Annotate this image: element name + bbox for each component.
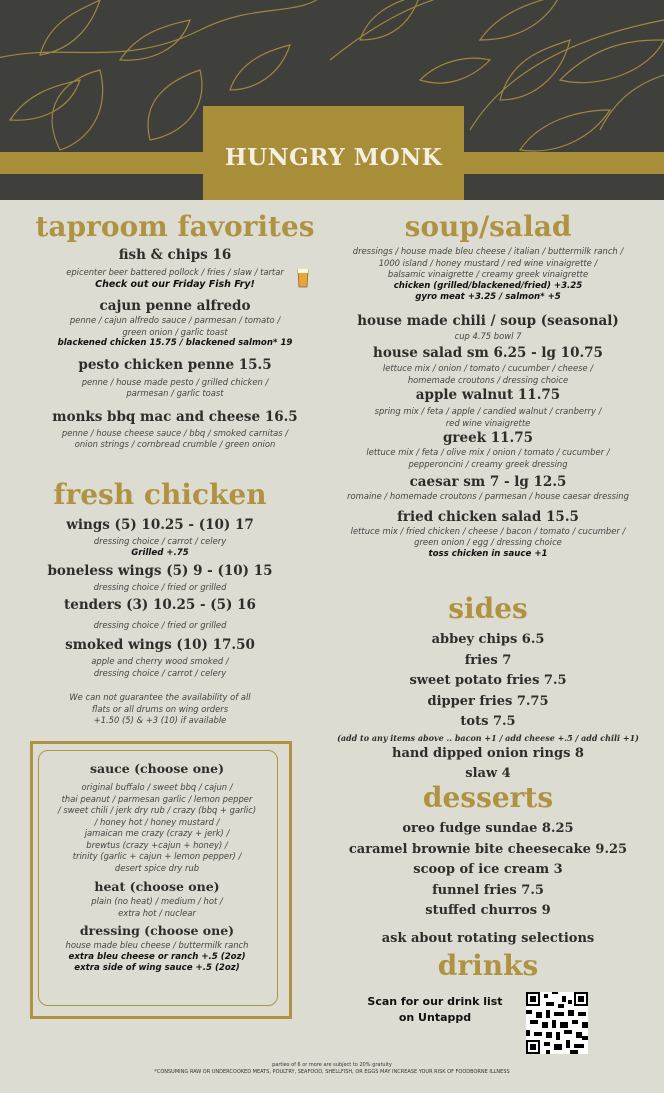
fried-chicken-salad-desc-2: green onion / egg / dressing choice — [414, 537, 562, 547]
heat-desc-2: extra hot / nuclear — [118, 907, 196, 918]
scan-line-2: on Untappd — [398, 1011, 472, 1024]
fish-chips-desc: epicenter beer battered pollock / fries / slaw / tartar — [66, 267, 284, 277]
fried-chicken-salad-desc-1: lettuce mix / fried chicken / cheese / bacon / tomato / cucumber / — [350, 525, 626, 536]
fish-fry-note: Check out our Friday Fish Fry! — [95, 278, 255, 290]
side-item: tots 7.5 — [460, 714, 516, 729]
wings-add: Grilled +.75 — [131, 547, 189, 558]
chili-name: house made chili / soup (seasonal) — [357, 312, 619, 329]
side-item: abbey chips 6.5 — [431, 632, 545, 647]
desserts-section — [330, 781, 646, 949]
scan-line-1: Scan for our drink list — [367, 995, 503, 1008]
cajun-name: cajun penne alfredo — [99, 298, 251, 314]
cajun-add: blackened chicken 15.75 / blackened salmon* 19 — [57, 338, 293, 348]
sides-section — [330, 592, 646, 785]
house-salad-desc-1: lettuce mix / onion / tomato / cucumber / cheese / — [382, 363, 594, 373]
smoked-name: smoked wings (10) 17.50 — [65, 637, 255, 653]
sides-addons: (add to any items above .. bacon +1 / add cheese +.5 / add chili +1) — [337, 732, 639, 743]
qr-code[interactable] — [526, 992, 588, 1054]
consumption-warning: *CONSUMING RAW OR UNDERCOOKED MEATS, POULTRY, SEAFOOD, SHELLFISH, OR EGGS MAY INCREASE YOUR RISK OF FOODBORNE ILLNESS — [154, 1069, 510, 1075]
restaurant-title: HUNGRY MONK — [224, 143, 443, 171]
dessert-item: scoop of ice cream 3 — [413, 862, 563, 877]
greek-name: greek 11.75 — [442, 430, 534, 446]
side-item: dipper fries 7.75 — [427, 693, 549, 709]
apple-walnut-name: apple walnut 11.75 — [415, 387, 561, 403]
soup-heading: soup/salad — [404, 210, 572, 243]
caesar-name: caesar sm 7 - lg 12.5 — [409, 474, 567, 490]
dressings-3: balsamic vinaigrette / creamy greek vinaigrette — [387, 269, 589, 279]
cajun-desc-1: penne / cajun alfredo sauce / parmesan / tomato / — [69, 315, 281, 325]
wing-note-1: We can not guarantee the availability of all — [69, 692, 251, 702]
greek-desc-1: lettuce mix / feta / olive mix / onion / tomato / cucumber / — [366, 447, 610, 457]
monks-desc-2: onion strings / cornbread crumble / green onion — [74, 439, 276, 449]
wings-name: wings (5) 10.25 - (10) 17 — [66, 517, 254, 533]
fish-chips-name: fish & chips 16 — [118, 247, 232, 263]
taproom-heading: taproom favorites — [35, 210, 315, 243]
pesto-desc-2: parmesan / garlic toast — [126, 388, 224, 398]
monks-desc-1: penne / house cheese sauce / bbq / smoked carnitas / — [61, 427, 289, 438]
footer — [0, 1062, 664, 1076]
drinks-heading: drinks — [437, 949, 539, 982]
chicken-section — [20, 478, 300, 727]
rotating-note: ask about rotating selections — [381, 930, 595, 946]
sides-heading: sides — [448, 592, 528, 625]
heat-heading: heat (choose one) — [94, 879, 220, 894]
sauce-heading: sauce (choose one) — [89, 761, 225, 776]
chili-desc: cup 4.75 bowl 7 — [454, 330, 522, 341]
sauce-section — [40, 760, 274, 975]
pesto-desc-1: penne / house made pesto / grilled chicken / — [81, 376, 269, 387]
soup-section — [330, 210, 646, 560]
dressing-heading: dressing (choose one) — [79, 923, 235, 938]
boneless-desc: dressing choice / fried or grilled — [93, 582, 227, 592]
sauce-line: desert spice dry rub — [114, 862, 200, 873]
side-item: fries 7 — [464, 652, 512, 668]
sauce-line: jamaican me crazy (crazy + jerk) / — [84, 828, 230, 838]
sauce-line: / honey hot / honey mustard / — [94, 816, 220, 827]
slaw: slaw 4 — [465, 766, 511, 781]
drinks-scan — [350, 994, 520, 1026]
house-salad-desc-2: homemade croutons / dressing choice — [407, 374, 569, 385]
heat-desc-1: plain (no heat) / medium / hot / — [91, 896, 223, 906]
sauce-line: thai peanut / parmesan garlic / lemon pepper — [61, 793, 253, 804]
dessert-item: funnel fries 7.5 — [432, 882, 544, 898]
dressing-desc: house made bleu cheese / buttermilk ranch — [65, 940, 249, 950]
tenders-name: tenders (3) 10.25 - (5) 16 — [64, 596, 256, 613]
title-box — [203, 106, 464, 200]
tenders-desc: dressing choice / fried or grilled — [93, 619, 227, 630]
fried-chicken-salad-name: fried chicken salad 15.5 — [397, 508, 579, 525]
wing-note-3: +1.50 (5) & +3 (10) if available — [93, 715, 227, 725]
dressings-add-1: chicken (grilled/blackened/fried) +3.25 — [393, 280, 583, 291]
smoked-desc-1: apple and cherry wood smoked / — [91, 656, 229, 666]
gratuity-note: parties of 6 or more are subject to 20% gratuity — [272, 1062, 392, 1068]
dessert-item: stuffed churros 9 — [425, 903, 551, 918]
cajun-desc-2: green onion / garlic toast — [122, 326, 228, 337]
house-salad-name: house salad sm 6.25 - lg 10.75 — [373, 345, 603, 361]
dressings-add-2: gyro meat +3.25 / salmon* +5 — [415, 292, 561, 302]
apple-walnut-desc-1: spring mix / feta / apple / candied walnut / cranberry / — [374, 406, 602, 416]
dessert-item: oreo fudge sundae 8.25 — [402, 821, 574, 836]
sauce-line: / sweet chili / jerk dry rub / crazy (bbq + garlic) — [57, 805, 257, 815]
sauce-line: original buffalo / sweet bbq / cajun / — [81, 782, 233, 792]
beer-glass-icon — [297, 268, 309, 288]
greek-desc-2: pepperoncini / creamy greek dressing — [408, 458, 568, 469]
dessert-item: caramel brownie bite cheesecake 9.25 — [348, 841, 628, 857]
dressing-add-1: extra bleu cheese or ranch +.5 (2oz) — [68, 951, 246, 962]
side-item: sweet potato fries 7.5 — [409, 673, 567, 688]
caesar-desc: romaine / homemade croutons / parmesan / house caesar dressing — [347, 491, 629, 501]
monks-name: monks bbq mac and cheese 16.5 — [52, 408, 298, 425]
sauce-list — [40, 782, 274, 874]
boneless-name: boneless wings (5) 9 - (10) 15 — [47, 563, 273, 579]
smoked-desc-2: dressing choice / carrot / celery — [93, 667, 227, 678]
desserts-heading: desserts — [422, 781, 554, 814]
dressings-2: 1000 island / honey mustard / red wine vinaigrette / — [378, 257, 598, 268]
dressing-add-2: extra side of wing sauce +.5 (2oz) — [74, 963, 240, 973]
wings-desc: dressing choice / carrot / celery — [93, 536, 227, 546]
sauce-line: brewtus (crazy +cajun + honey) / — [86, 839, 228, 850]
taproom-section — [20, 210, 330, 451]
drinks-section — [330, 949, 646, 983]
sauce-line: trinity (garlic + cajun + lemon pepper) / — [72, 851, 242, 861]
fried-chicken-salad-add: toss chicken in sauce +1 — [428, 548, 548, 559]
pesto-name: pesto chicken penne 15.5 — [78, 356, 272, 373]
dressings-1: dressings / house made bleu cheese / italian / buttermilk ranch / — [352, 246, 624, 256]
apple-walnut-desc-2: red wine vinaigrette — [445, 417, 531, 428]
chicken-heading: fresh chicken — [53, 478, 267, 511]
wing-note-2: flats or all drums on wing orders — [91, 703, 229, 714]
onion-rings: hand dipped onion rings 8 — [392, 745, 584, 761]
